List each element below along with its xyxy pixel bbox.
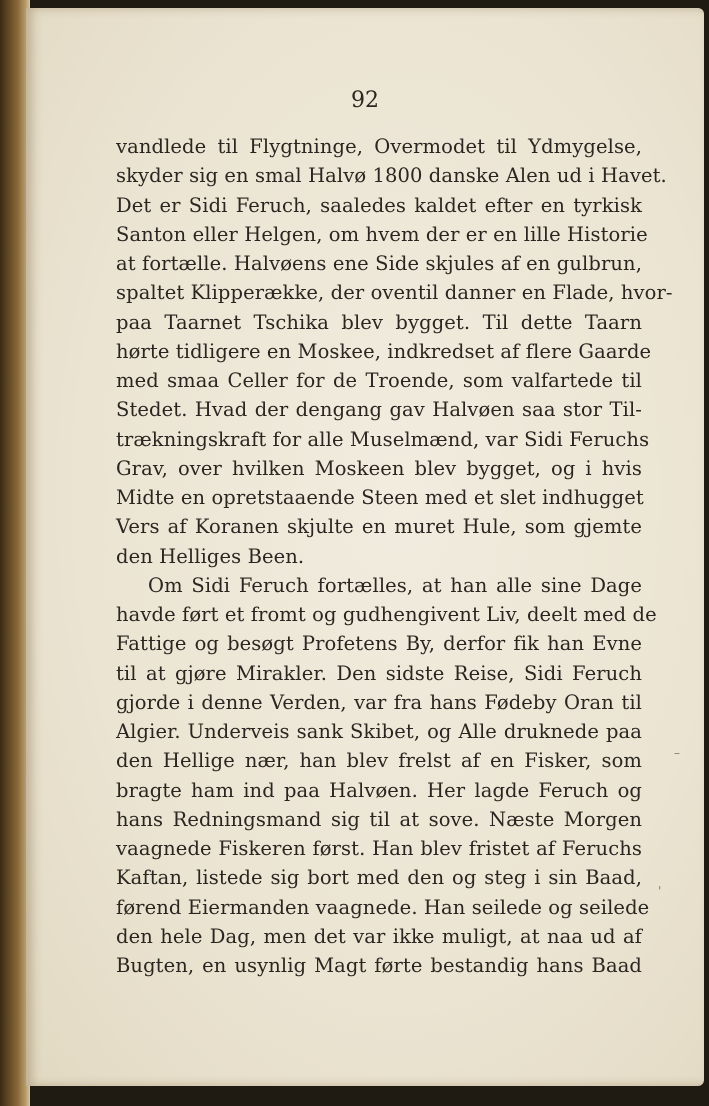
text-line: Vers af Koranen skjulte en muret Hule, som gjemte <box>116 515 642 539</box>
page-number: 92 <box>351 88 379 113</box>
text-line: Grav, over hvilken Moskeen blev bygget, og i hvis <box>116 456 642 480</box>
text-line: paa Taarnet Tschika blev bygget. Til dette Taarn <box>116 310 642 334</box>
text-line: Algier. Underveis sank Skibet, og Alle druknede paa <box>116 720 642 743</box>
text-line: den Helliges Been. <box>116 544 305 568</box>
text-line: til at gjøre Mirakler. Den sidste Reise, Sidi Feruch <box>116 661 642 685</box>
text-line: Kaftan, listede sig bort med den og steg i sin Baad, <box>116 866 642 890</box>
text-line: Om Sidi Feruch fortælles, at han alle sine Dage <box>148 573 642 597</box>
text-line: Bugten, en usynlig Magt førte bestandig hans Baad <box>116 954 642 977</box>
text-line: Midte en opretstaaende Steen med et slet indhugget <box>116 486 644 509</box>
text-line: hørte tidligere en Moskee, indkredset af flere Gaarde <box>116 339 652 363</box>
ink-speck: ' <box>658 884 662 898</box>
text-line: skyder sig en smal Halvø 1800 danske Alen ud i Havet. <box>116 164 667 188</box>
text-line: med smaa Celler for de Troende, som valfartede til <box>116 369 642 392</box>
text-line: gjorde i denne Verden, var fra hans Fødeby Oran til <box>116 690 642 714</box>
text-line: havde ført et fromt og gudhengivent Liv, deelt med de <box>116 603 657 626</box>
text-line: Santon eller Helgen, om hvem der er en lille Historie <box>116 222 648 246</box>
text-line: spaltet Klipperække, der oventil danner en Flade, hvor- <box>116 281 673 305</box>
text-line: den hele Dag, men det var ikke muligt, at naa ud af <box>116 924 642 948</box>
text-line: bragte ham ind paa Halvøen. Her lagde Feruch og <box>116 778 642 802</box>
text-line: vandlede til Flygtninge, Overmodet til Ydmygelse, <box>116 135 642 158</box>
ink-speck: – <box>674 746 680 760</box>
text-line: den Hellige nær, han blev frelst af en Fisker, som <box>116 749 642 773</box>
text-line: hans Redningsmand sig til at sove. Næste Morgen <box>116 807 642 831</box>
body-text <box>116 132 673 980</box>
text-line: Fattige og besøgt Profetens By, derfor fik han Evne <box>116 632 642 656</box>
text-line: Det er Sidi Feruch, saaledes kaldet efter en tyrkisk <box>116 193 642 217</box>
text-line: trækningskraft for alle Muselmænd, var Sidi Feruchs <box>116 427 650 451</box>
text-line: at fortælle. Halvøens ene Side skjules af en gulbrun, <box>116 252 642 275</box>
text-line: førend Eiermanden vaagnede. Han seilede og seilede <box>116 895 650 919</box>
text-line: vaagnede Fiskeren først. Han blev fristet af Feruchs <box>116 837 642 860</box>
text-line: Stedet. Hvad der dengang gav Halvøen saa stor Til- <box>116 398 642 422</box>
